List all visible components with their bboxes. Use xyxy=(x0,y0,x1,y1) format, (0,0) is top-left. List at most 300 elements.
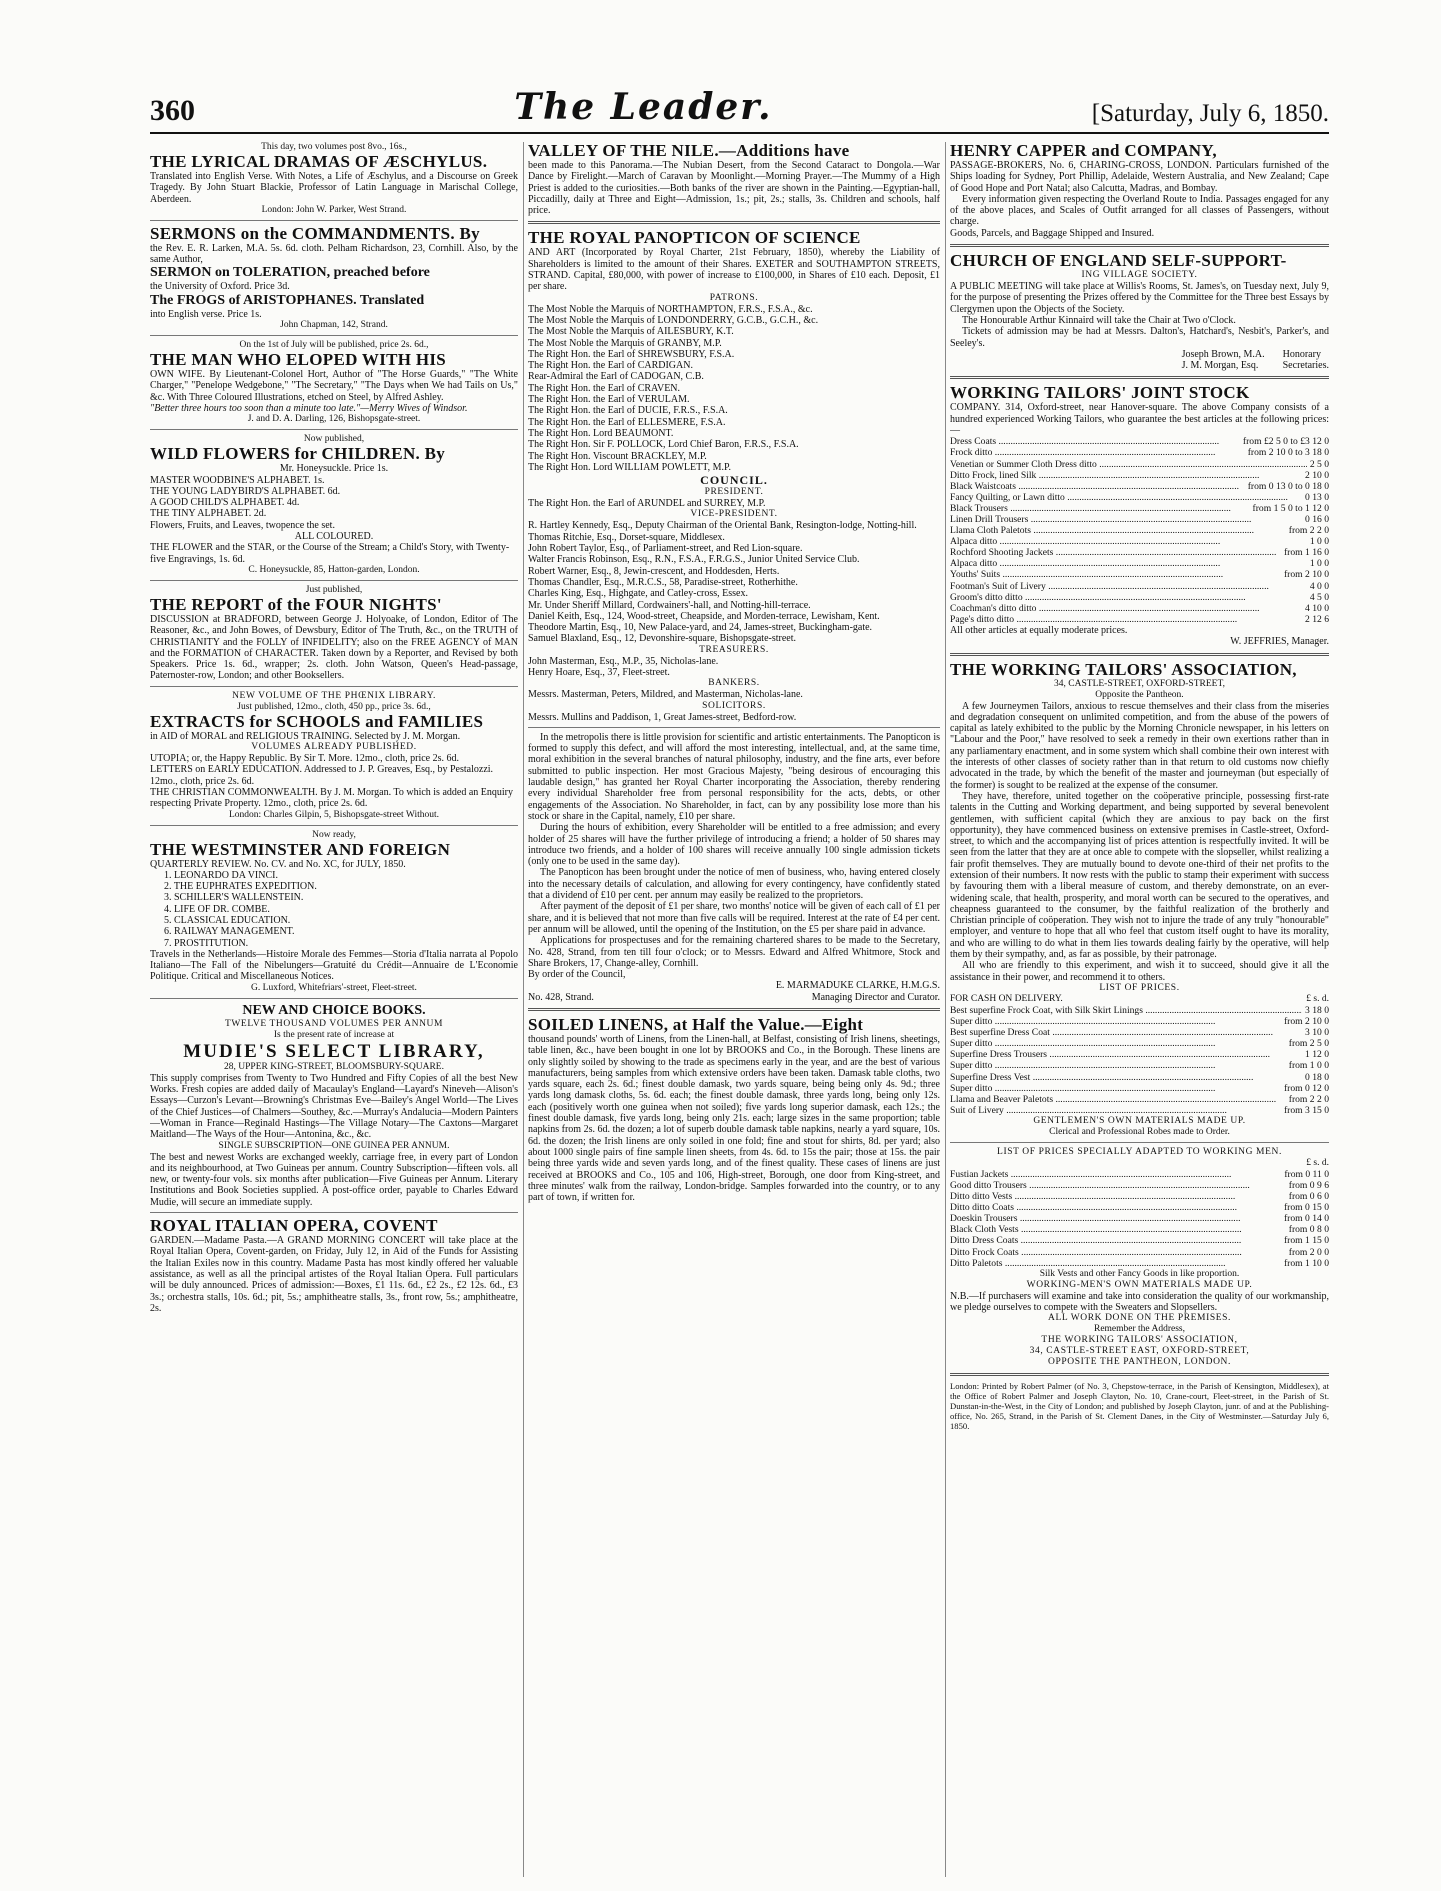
ad-title: NEW AND CHOICE BOOKS. xyxy=(242,1002,426,1018)
price-item: Ditto Frock, lined Silk ..... xyxy=(950,470,1302,481)
ad-title: THE LYRICAL DRAMAS OF ÆSCHYLUS. xyxy=(150,152,488,171)
price-value: 0 16 0 xyxy=(1305,514,1329,525)
price-item: Superfine Dress Vest ..... xyxy=(950,1072,1302,1083)
ad-body: into English verse. Price 1s. xyxy=(150,308,262,320)
ad-body: QUARTERLY REVIEW. No. CV. and No. XC, for JULY, 1850. xyxy=(150,858,406,870)
ad-foot: London: John W. Parker, West Strand. xyxy=(261,204,407,215)
list-item: The Right Hon. the Earl of ELLESMERE, F.S.A. xyxy=(528,416,726,428)
price-value: from 2 10 0 to 3 18 0 xyxy=(1247,447,1329,459)
price-item: Page's ditto ditto ..... xyxy=(950,614,1302,625)
ad-pre: Now published, xyxy=(303,434,365,445)
price-row xyxy=(950,1180,1329,1191)
list-item: 6. RAILWAY MANAGEMENT. xyxy=(164,926,295,938)
section-label: VICE-PRESIDENT. xyxy=(690,509,778,520)
list-item: 4. LIFE OF DR. COMBE. xyxy=(164,903,270,915)
address-line: OPPOSITE THE PANTHEON, LONDON. xyxy=(1048,1357,1231,1368)
ad-body: GARDEN.—Madame Pasta.—A GRAND MORNING CONCERT will take place at the Royal Italian Opera, Covent-garden, on Friday, July 12, in Aid of the Funds for Assisting the Italian Exiles now in this country. Madame Pasta has most kindly offered her valuable assistance, as well as all the principal artistes of the Royal Italian Opera. Full particulars will be duly announced. Prices of admission:—Boxes, £1 11s. 6d., £2 2s., £2 12s. 6d., £3 3s.; orchestra stalls, 10s. 6d.; pit, 5s.; amphitheatre stalls, 3s., front row, 5s.; amphitheatre, 2s. xyxy=(150,1235,518,1314)
signature-role: Secretaries. xyxy=(1282,360,1329,372)
price-item: Venetian or Summer Cloth Dress ditto ..... xyxy=(950,459,1307,470)
signature-footer xyxy=(528,992,940,1003)
list-item: Rear-Admiral the Earl of CADOGAN, C.B. xyxy=(528,371,704,383)
ad-title: WORKING TAILORS' JOINT STOCK xyxy=(950,383,1250,403)
list-item: Thomas Chandler, Esq., M.R.C.S., 58, Paradise-street, Rotherhithe. xyxy=(528,576,798,588)
ad-title: THE WORKING TAILORS' ASSOCIATION, xyxy=(950,659,1297,679)
price-item: Alpaca ditto ..... xyxy=(950,536,1307,547)
separator xyxy=(150,686,518,687)
price-list xyxy=(950,436,1329,625)
price-item: Black Waistcoats ..... xyxy=(950,481,1245,492)
price-item: Footman's Suit of Livery ..... xyxy=(950,581,1307,592)
price-row xyxy=(950,592,1329,603)
price-value: from 0 6 0 xyxy=(1288,1191,1329,1203)
ad-pre: NEW VOLUME OF THE PHŒNIX LIBRARY. xyxy=(232,690,436,701)
ad-pre: Is the present rate of increase at xyxy=(273,1029,395,1040)
treasurer: John Masterman, Esq., M.P., 35, Nicholas-lane. xyxy=(528,655,719,667)
section-label: WORKING-MEN'S OWN MATERIALS MADE UP. xyxy=(1026,1279,1253,1290)
ad-quote: "Better three hours too soon than a minute too late."—Merry Wives of Windsor. xyxy=(150,402,468,414)
ad-subtitle: 28, UPPER KING-STREET, BLOOMSBURY-SQUARE. xyxy=(224,1061,444,1072)
price-item: Ditto Dress Coats ..... xyxy=(950,1235,1281,1246)
list-item: 2. THE EUPHRATES EXPEDITION. xyxy=(164,881,317,893)
paragraph: The Panopticon has been brought under the notice of men of business, who, having entered closely into the necessary details of calculation, and allowing for every contingency, have confidently stated that a dividend of £10 per cent. per annum may easily be realized to the proprietors. xyxy=(528,867,940,902)
list-item: Thomas Ritchie, Esq., Dorset-square, Middlesex. xyxy=(528,531,725,543)
price-value: 2 5 0 xyxy=(1309,458,1329,470)
price-row xyxy=(950,1060,1329,1071)
section-label: PATRONS. xyxy=(709,292,759,303)
separator xyxy=(150,335,518,336)
list-item: The Most Noble the Marquis of AILESBURY, K.T. xyxy=(528,326,734,338)
section-label: BANKERS. xyxy=(708,678,760,689)
price-value: from £2 5 0 to £3 12 0 xyxy=(1242,436,1329,448)
price-value: from 1 0 0 xyxy=(1288,1060,1329,1072)
price-value: from 1 15 0 xyxy=(1283,1235,1329,1247)
price-row xyxy=(950,481,1329,492)
price-item: Good ditto Trousers ..... xyxy=(950,1180,1286,1191)
ad-title: THE ROYAL PANOPTICON OF SCIENCE xyxy=(528,228,861,248)
ad-pre: Just published, xyxy=(305,584,363,595)
price-value: 4 5 0 xyxy=(1309,591,1329,603)
separator xyxy=(950,1373,1329,1376)
ad-body: PASSAGE-BROKERS, No. 6, CHARING-CROSS, LONDON. Particulars furnished of the Ships loading for Sydney, Port Phillip, Adelaide, Western Australia, and New Zealand; Cape of Good Hope and Port Natal; also Calcutta, Madras, and Bombay. xyxy=(950,160,1329,194)
ad-body: The best and newest Works are exchanged weekly, carriage free, in every part of London and its neighbourhood, at Two Guineas per annum. Country Subscription—fifteen vols. all new, or twenty-four vols. six months after publication—Five Guineas per Annum. Literary Institutions and Book Societies supplied. A post-office order, payable to Charles Edward Mudie, will secure an immediate supply. xyxy=(150,1151,518,1208)
list-item: The Right Hon. Viscount BRACKLEY, M.P. xyxy=(528,450,707,462)
section-label: GENTLEMEN'S OWN MATERIALS MADE UP. xyxy=(1033,1115,1246,1126)
price-item: Llama Cloth Paletots ..... xyxy=(950,525,1286,536)
separator xyxy=(950,1142,1329,1143)
list-item: The Most Noble the Marquis of GRANBY, M.P. xyxy=(528,337,722,349)
price-row xyxy=(950,1191,1329,1202)
paragraph: A few Journeymen Tailors, anxious to rescue themselves and their class from the miseries and degradation consequent on unlimited competition, and from the abuse of the powers of capital as lately exhibited to the public by the Morning Chronicle newspaper, in his letters on "Labour and the Poor," have resolved to seek a remedy in their own exertions rather than in any parliamentary enactment, and in some system which shall combine their own interest with the interests of other classes of society rather than in that return to old customs now chiefly advocated in the trade, by which the benefit of the master and journeyman (but especially of the former) is sought to be realized at the expense of the consumer. xyxy=(950,700,1329,791)
price-value: from 3 15 0 xyxy=(1283,1104,1329,1116)
price-item: Linen Drill Trousers ..... xyxy=(950,514,1302,525)
price-row xyxy=(950,1027,1329,1038)
price-value: from 0 12 0 xyxy=(1283,1082,1329,1094)
list-item: The Right Hon. Sir F. POLLOCK, Lord Chief Baron, F.R.S., F.S.A. xyxy=(528,439,799,451)
price-item: Black Trousers ..... xyxy=(950,503,1250,514)
ad-extracts xyxy=(150,691,518,821)
ad-sermons xyxy=(150,225,518,331)
currency-columns: £ s. d. xyxy=(1306,993,1329,1004)
section-label: FOR CASH ON DELIVERY. xyxy=(950,993,1063,1004)
price-row xyxy=(950,1072,1329,1083)
ad-italian-opera xyxy=(150,1217,518,1314)
price-value: from 2 0 0 xyxy=(1288,1246,1329,1258)
list-item: Theodore Martin, Esq., 10, New Palace-yard, and 24, James-street, Buckingham-gate. xyxy=(528,622,873,634)
list-item: The Right Hon. the Earl of DUCIE, F.R.S., F.S.A. xyxy=(528,405,728,417)
masthead-title: The Leader. xyxy=(514,86,773,128)
price-row xyxy=(950,1049,1329,1060)
price-item: Fancy Quilting, or Lawn ditto ..... xyxy=(950,492,1302,503)
price-row xyxy=(950,436,1329,447)
list-item: THE TINY ALPHABET. 2d. xyxy=(150,508,267,520)
price-list xyxy=(950,1169,1329,1269)
ad-subtitle: Clerical and Professional Robes made to Order. xyxy=(1049,1126,1230,1137)
list-item: MASTER WOODBINE'S ALPHABET. 1s. xyxy=(150,474,325,486)
price-row xyxy=(950,1247,1329,1258)
price-value: 1 0 0 xyxy=(1309,536,1329,548)
issue-date: [Saturday, July 6, 1850. xyxy=(1091,100,1329,127)
council-list xyxy=(528,520,940,644)
price-value: 1 12 0 xyxy=(1305,1049,1329,1061)
price-row xyxy=(950,1105,1329,1116)
ad-title: CHURCH OF ENGLAND SELF-SUPPORT- xyxy=(950,251,1287,271)
list-item: 7. PROSTITUTION. xyxy=(164,937,249,949)
ad-foot: G. Luxford, Whitefriars'-street, Fleet-street. xyxy=(251,982,417,993)
ad-man-who-eloped xyxy=(150,340,518,425)
price-list-header xyxy=(950,994,1329,1005)
list-item: John Robert Taylor, Esq., of Parliament-street, and Red Lion-square. xyxy=(528,543,803,555)
price-row xyxy=(950,1213,1329,1224)
list-item: Charles King, Esq., Highgate, and Catley-cross, Essex. xyxy=(528,588,748,600)
ad-body: the University of Oxford. Price 3d. xyxy=(150,281,290,293)
section-label: SOLICITORS. xyxy=(702,700,766,711)
price-row xyxy=(950,614,1329,625)
list-item: The Most Noble the Marquis of NORTHAMPTON, F.R.S., F.S.A., &c. xyxy=(528,303,813,315)
ad-subtitle: Silk Vests and other Fancy Goods in like proportion. xyxy=(1039,1268,1240,1279)
signature-address: No. 428, Strand. xyxy=(528,991,594,1003)
ad-church-of-england xyxy=(950,252,1329,371)
price-value: from 2 10 0 xyxy=(1283,1016,1329,1028)
paragraph: Applications for prospectuses and for the remaining chartered shares to be made to the Secretary, No. 428, Strand, from ten till four o'clock; or to Messrs. Edward and Alfred Whitmore, Stock and Share Brokers, 17, Change-alley, Cornhill. xyxy=(528,935,940,969)
ad-body: OWN WIFE. By Lieutenant-Colonel Hort, Author of "The Horse Guards," "The White Charger," "Penelope Wedgebone," "The Secretary," "The Days when We had Tails on Us," &c. With Three Coloured Illustrations, etched on Steel, by Alfred Ashley. xyxy=(150,369,518,403)
section-label: TREASURERS. xyxy=(699,644,769,655)
list-item: The Right Hon. the Earl of CARDIGAN. xyxy=(528,360,693,372)
separator xyxy=(950,376,1329,379)
list-item: LETTERS on EARLY EDUCATION. Addressed to J. P. Greaves, Esq., by Pestalozzi. 12mo., cloth, price 2s. 6d. xyxy=(150,764,494,787)
column-left xyxy=(150,142,518,1877)
price-item: Frock ditto ..... xyxy=(950,447,1245,458)
price-row xyxy=(950,603,1329,614)
paragraph: N.B.—If purchasers will examine and take into consideration the quality of our workmanship, we pledge ourselves to compete with the Sweaters and Slopsellers. xyxy=(950,1290,1329,1314)
president-name: The Right Hon. the Earl of ARUNDEL and SURREY, M.P. xyxy=(528,498,766,510)
header-rule xyxy=(150,132,1329,134)
separator xyxy=(150,220,518,221)
separator xyxy=(950,653,1329,656)
ad-foot: C. Honeysuckle, 85, Hatton-garden, London. xyxy=(248,564,420,575)
signature-role: Managing Director and Curator. xyxy=(811,991,940,1003)
ad-joint-stock xyxy=(950,384,1329,647)
price-item: Doeskin Trousers ..... xyxy=(950,1213,1281,1224)
ad-body: The Honourable Arthur Kinnaird will take the Chair at Two o'Clock. xyxy=(962,314,1236,326)
separator xyxy=(150,825,518,826)
ad-body: in AID of MORAL and RELIGIOUS TRAINING. Selected by J. M. Morgan. xyxy=(150,730,461,742)
ad-henry-capper xyxy=(950,142,1329,239)
ad-wild-flowers xyxy=(150,434,518,576)
ad-title: SOILED LINENS, at Half the Value.—Eight xyxy=(528,1015,864,1034)
address-line: 34, CASTLE-STREET EAST, OXFORD-STREET, xyxy=(1029,1346,1250,1357)
ad-foot: London: Charles Gilpin, 5, Bishopsgate-street Without. xyxy=(228,809,439,820)
price-value: 4 10 0 xyxy=(1305,602,1329,614)
ad-royal-panopticon xyxy=(528,229,940,1003)
ad-subtitle: Opposite the Pantheon. xyxy=(1095,689,1184,700)
paragraph: They have, therefore, united together on the coöperative principle, possessing first-rate talents in the Cutting and Working department, and being supported by several benevolent gentlemen, with sufficient capital (which they are anxious to pay back on the first opportunity), they have commenced business on extensive premises in Castle-street, Oxford-street, to which and the accompanying list of prices attention is respectfully invited. It will be seen from the latter that they are at once able to compete with the slopseller, whilst realizing a fair profit themselves. They are mutually bound to devote one-third of their net profits to the extension of their numbers. It now rests with the public to stamp their experiment with success by favouring them with a liberal measure of custom, and thereby demonstrate, on an ever-widening scale, that health, prosperity, and moral worth can be secured to the operatives, and cheapness guaranteed to the consumer, by the faithful realization of the brotherly and Christian principle of coöperation. They wish not to injure the trade of any truly "honourable" employer, and venture to hope that all who feel that custom itself ought to have its morality, and who are willing to do what in them lies towards dealing fairly by the operative, will help them by their sympathy, and, as far as possible, by their patronage. xyxy=(950,790,1329,961)
price-value: from 0 13 0 to 0 18 0 xyxy=(1247,480,1329,492)
ad-list xyxy=(150,870,518,949)
address-line: THE WORKING TAILORS' ASSOCIATION, xyxy=(1041,1335,1238,1346)
ad-subtitle: SERMON on TOLERATION, preached before xyxy=(150,265,430,281)
price-row xyxy=(950,1005,1329,1016)
price-row xyxy=(950,1202,1329,1213)
price-row xyxy=(950,547,1329,558)
ad-pre: On the 1st of July will be published, price 2s. 6d., xyxy=(239,340,429,351)
ad-subtitle: Remember the Address, xyxy=(1093,1324,1186,1335)
price-item: Llama and Beaver Paletots ..... xyxy=(950,1094,1286,1105)
price-item: Ditto Paletots ..... xyxy=(950,1258,1281,1269)
paragraph: In the metropolis there is little provision for scientific and artistic entertainments. The Panopticon is formed to supply this defect, and will afford the most interesting, intellectual, and, at the same time, moral exhibition in the several branches of natural philosophy, industry, and the fine arts, ever before submitted to public inspection. Her most Gracious Majesty, "being desirous of encouraging this laudable design," has granted her Royal Charter incorporating the Association, thereby rendering every individual Shareholder free from personal responsibility for the acts, debts, or other engagements of the Association. No Shareholder, in fact, can by any possibility lose more than his stock or share in the Capital, namely, £10 per share. xyxy=(528,731,940,822)
price-item: Alpaca ditto ..... xyxy=(950,558,1307,569)
signature-name: Joseph Brown, M.A. xyxy=(1181,348,1265,360)
column-divider xyxy=(945,142,946,1877)
price-row xyxy=(950,1235,1329,1246)
ad-valley-of-nile xyxy=(528,142,940,216)
ad-foot: J. and D. A. Darling, 126, Bishopsgate-street. xyxy=(247,414,421,425)
price-value: from 2 10 0 xyxy=(1283,569,1329,581)
ad-westminster-review xyxy=(150,830,518,994)
list-item: The Right Hon. the Earl of VERULAM. xyxy=(528,394,690,406)
ad-body: Tickets of admission may be had at Messrs. Dalton's, Hatchard's, Nesbit's, Parker's, and Seeley's. xyxy=(950,326,1329,349)
column-divider xyxy=(523,142,524,1877)
signature-name: E. MARMADUKE CLARKE, H.M.G.S. xyxy=(775,980,940,992)
list-item: The Right Hon. Lord WILLIAM POWLETT, M.P. xyxy=(528,461,731,473)
price-row xyxy=(950,1038,1329,1049)
list-item: THE YOUNG LADYBIRD'S ALPHABET. 6d. xyxy=(150,485,341,497)
ad-body: DISCUSSION at BRADFORD, between George J. Holyoake, of London, Editor of The Reasoner, &c., and John Bowes, of Dewsbury, Editor of The Truth, &c., on the TRUTH of CHRISTIANITY and the FOLLY of INFIDELITY; also on the FREE AGENCY of MAN and the FORMATION of CHARACTER. Taken down by a Reporter, and Revised by both Speakers. Price 1s. 6d., wrapper; 2s. cloth. John Watson, Queen's Head-passage, Paternoster-row, London; and other Booksellers. xyxy=(150,613,518,682)
ad-title: SERMONS on the COMMANDMENTS. By xyxy=(150,223,480,243)
ad-foot: Goods, Parcels, and Baggage Shipped and Insured. xyxy=(950,227,1155,239)
patrons-list xyxy=(528,304,940,473)
column-right xyxy=(950,142,1329,1877)
paragraph: During the hours of exhibition, every Shareholder will be entitled to a free admission; and every holder of 25 shares will have the further privilege of introducing a friend; a holder of 50 shares may introduce two friends, and a holder of 100 shares will receive annually 100 single admission tickets (only one to be used in the same day). xyxy=(528,822,940,868)
list-item: Mr. Under Sheriff Millard, Cordwainers'-hall, and Notting-hill-terrace. xyxy=(528,599,811,611)
price-item: Ditto ditto Vests ..... xyxy=(950,1191,1286,1202)
ad-body: the Rev. E. R. Larken, M.A. 5s. 6d. cloth. Pelham Richardson, 23, Cornhill. Also, by the same Author, xyxy=(150,242,518,266)
price-value: from 0 9 6 xyxy=(1288,1179,1329,1191)
signature-role: Honorary xyxy=(1282,348,1321,360)
price-row xyxy=(950,514,1329,525)
ad-body: Translated into English Verse. With Notes, a Life of Æschylus, and a Discourse on Greek Tragedy. By John Stuart Blackie, Professor of Latin Language in Marischal College, Aberdeen. xyxy=(150,171,518,205)
list-item: Flowers, Fruits, and Leaves, twopence the set. xyxy=(150,519,335,531)
ad-subtitle: SINGLE SUBSCRIPTION—ONE GUINEA PER ANNUM. xyxy=(218,1140,450,1151)
ad-title: ROYAL ITALIAN OPERA, COVENT xyxy=(150,1216,438,1236)
ad-aeschylus xyxy=(150,142,518,216)
ad-title: HENRY CAPPER and COMPANY, xyxy=(950,142,1217,160)
list-item: Daniel Keith, Esq., 124, Wood-street, Cheapside, and Morden-terrace, Lewisham, Kent. xyxy=(528,610,880,622)
price-row xyxy=(950,1094,1329,1105)
price-value: from 0 8 0 xyxy=(1288,1224,1329,1236)
price-row xyxy=(950,525,1329,536)
list-item: ALL COLOURED. xyxy=(294,531,374,543)
paragraph: After payment of the deposit of £1 per share, two months' notice will be given of each call of £1 per share, and it is believed that not more than five calls will be required. Interest at the rate of £4 per cent. per annum will be allowed, until the opening of the Institution, on the £5 per share paid in advance. xyxy=(528,901,940,935)
price-row xyxy=(950,1224,1329,1235)
price-value: 2 12 6 xyxy=(1305,613,1329,625)
price-value: from 0 11 0 xyxy=(1284,1168,1329,1180)
price-item: Best superfine Frock Coat, with Silk Skirt Linings ..... xyxy=(950,1005,1302,1016)
list-item: 1. LEONARDO DA VINCI. xyxy=(164,869,278,881)
separator xyxy=(150,1212,518,1213)
list-item: The Right Hon. the Earl of CRAVEN. xyxy=(528,382,681,394)
price-value: 3 10 0 xyxy=(1305,1027,1329,1039)
price-value: 1 0 0 xyxy=(1309,558,1329,570)
page-number: 360 xyxy=(150,94,195,127)
price-item: Suit of Livery ..... xyxy=(950,1105,1281,1116)
price-row xyxy=(950,492,1329,503)
ad-body: A PUBLIC MEETING will take place at Willis's Rooms, St. James's, on Tuesday next, July 9, for the purpose of presenting the Prizes offered by the Committee for the Three best Essays by Clergymen upon the Objects of the Society. xyxy=(950,281,1329,315)
price-row xyxy=(950,459,1329,470)
signature-name: W. JEFFRIES, Manager. xyxy=(1230,636,1329,648)
price-note: All other articles at equally moderate prices. xyxy=(950,624,1128,636)
ad-body: thousand pounds' worth of Linens, from the Linen-hall, at Belfast, consisting of Irish linens, sheetings, table linen, &c., have been bought in one lot by BROOKS and Co., in the Borough. These linens are only slightly soiled by showing to the trade as specimens early in the year, and are the best of various manufacturers, being samples from which extensive orders have been taken. Damask table cloths, two yards square, each 2s. 6d.; finest double damask, two yards square, being being only 4s. 9d.; three yards long damask cloths, 5s. 6d. each; the finest double damask, three yards long, being only 12s. each (positively worth one guinea when not soiled); five yards long superior damask, each 12s.; the finest double damask, five yards long, being only 21s. each; large sizes in the same proportion; table napkins from 2s. 6d. the dozen; a lot of superb double damask table napkins, nearly a yard square, 10s. 6d. the dozen; the Irish linens are only soiled in one fold; fine and stout for shirts, 8d. per yard; also about 1000 single pairs of fine sample linen sheets, from 4s. 6d. to 15s the pair; those at 15s. the pair being three yards wide and seven yards long, and of the finest quality. These cases of linens are just received at BROOKS and Co., 105 and 106, High-street, Borough, one door from King-street, and three minutes' walk from the railway, London-bridge. Samples forwarded into the country, or to any part of town, if written for. xyxy=(528,1034,940,1204)
ad-body: been made to this Panorama.—The Nubian Desert, from the Second Cataract to Dongola.—War Dance by Firelight.—March of Caravan by Moonlight.—Morning Prayer.—The Mummy of a High Priest is added to the curiosities.—Both banks of the river are shown in the Painting.—Egyptian-hall, Piccadilly, daily at Three and Eight—Admission, 1s.; pit, 2s.; stalls, 3s. Children and schools, half price. xyxy=(528,160,940,217)
list-item: THE CHRISTIAN COMMONWEALTH. By J. M. Morgan. To which is added an Enquiry respecting Private Property. 12mo., cloth, price 2s. 6d. xyxy=(150,786,513,810)
solicitors: Messrs. Mullins and Paddison, 1, Great James-street, Bedford-row. xyxy=(528,711,797,723)
section-label: COUNCIL. xyxy=(700,473,768,488)
ad-mudies-library xyxy=(150,1003,518,1208)
list-item: Robert Warner, Esq., 8, Jewin-crescent, and Hoddesden, Herts. xyxy=(528,565,780,577)
list-item: R. Hartley Kennedy, Esq., Deputy Chairman of the Oriental Bank, Resington-lodge, Notting-hill. xyxy=(528,520,917,532)
paragraph: All who are friendly to this experiment, and wish it to succeed, should give it all the assistance in their power, and recommend it to others. xyxy=(950,960,1329,983)
price-item: Groom's ditto ditto ..... xyxy=(950,592,1307,603)
price-item: Super ditto ..... xyxy=(950,1083,1281,1094)
section-label: LIST OF PRICES. xyxy=(1099,982,1180,993)
ad-subtitle: MUDIE'S SELECT LIBRARY, xyxy=(183,1040,485,1062)
price-value: from 0 14 0 xyxy=(1283,1213,1329,1225)
price-item: Dress Coats ..... xyxy=(950,436,1240,447)
separator xyxy=(950,244,1329,247)
ad-body: This supply comprises from Twenty to Two Hundred and Fifty Copies of all the best New Works. Fresh copies are added daily of Macaulay's England—Layard's Nineveh—Alison's Essays—Curzon's Levant—Browning's Christmas Eve—Bailey's Angel World—The Lives of the Chief Justices—of Chalmers—Southey, &c.—Murray's Andalucia—Modern Painters—Woman in France—Reginald Hastings—The Village Notary—The Caxtons—Margaret Maitland—The Ways of the Hour—Antonina, &c., &c. xyxy=(150,1072,518,1141)
price-value: from 2 5 0 xyxy=(1288,1038,1329,1050)
list-item: The Right Hon. the Earl of SHREWSBURY, F.S.A. xyxy=(528,348,735,360)
list-item: UTOPIA; or, the Happy Republic. By Sir T. More. 12mo., cloth, price 2s. 6d. xyxy=(150,753,460,765)
separator xyxy=(528,1008,940,1011)
price-list xyxy=(950,1005,1329,1116)
price-value: from 1 10 0 xyxy=(1283,1257,1329,1269)
ad-working-tailors-association xyxy=(950,661,1329,1369)
price-value: from 1 16 0 xyxy=(1283,547,1329,559)
list-item: THE FLOWER and the STAR, or the Course of the Stream; a Child's Story, with Twenty-five Engravings, 1s. 6d. xyxy=(150,542,510,565)
price-item: Fustian Jackets ..... xyxy=(950,1169,1281,1180)
price-row xyxy=(950,503,1329,514)
separator xyxy=(150,580,518,581)
price-value: from 2 2 0 xyxy=(1288,525,1329,537)
price-item: Super ditto ..... xyxy=(950,1060,1286,1071)
price-value: 4 0 0 xyxy=(1309,580,1329,592)
ad-foot: John Chapman, 142, Strand. xyxy=(280,320,388,331)
separator xyxy=(150,429,518,430)
price-row xyxy=(950,569,1329,580)
page-header xyxy=(150,88,1329,128)
separator xyxy=(150,998,518,999)
ad-pre: TWELVE THOUSAND VOLUMES PER ANNUM xyxy=(224,1018,444,1029)
price-row xyxy=(950,470,1329,481)
ad-subtitle: The FROGS of ARISTOPHANES. Translated xyxy=(150,292,425,308)
ad-pre: Now ready, xyxy=(312,829,356,840)
ad-soiled-linens xyxy=(528,1016,940,1203)
price-item: Black Cloth Vests ..... xyxy=(950,1224,1286,1235)
list-item: The Right Hon. Lord BEAUMONT. xyxy=(528,427,674,439)
price-value: 2 10 0 xyxy=(1305,469,1329,481)
ad-title: EXTRACTS for SCHOOLS and FAMILIES xyxy=(150,711,484,731)
price-row xyxy=(950,558,1329,569)
price-value: 0 18 0 xyxy=(1305,1071,1329,1083)
price-item: Super ditto ..... xyxy=(950,1016,1281,1027)
bankers: Messrs. Masterman, Peters, Mildred, and Masterman, Nicholas-lane. xyxy=(528,689,803,701)
ad-body: Travels in the Netherlands—Histoire Morale des Femmes—Storia d'Italia narrata al Popolo Italiano—The Fall of the Nibelungers—Gratuité du Crédit—Annuaire de L'Economie Politique. Critical and Miscellaneous Notices. xyxy=(150,948,518,983)
price-value: from 1 5 0 to 1 12 0 xyxy=(1252,502,1329,514)
price-value: 3 18 0 xyxy=(1305,1004,1329,1016)
signature-line: By order of the Council, xyxy=(528,969,626,981)
price-item: Ditto ditto Coats ..... xyxy=(950,1202,1281,1213)
ad-title: THE REPORT of the FOUR NIGHTS' xyxy=(150,594,442,614)
ad-title: THE MAN WHO ELOPED WITH HIS xyxy=(150,350,447,370)
price-value: from 0 15 0 xyxy=(1283,1202,1329,1214)
list-item: 5. CLASSICAL EDUCATION. xyxy=(164,914,291,926)
list-item: A GOOD CHILD'S ALPHABET. 4d. xyxy=(150,497,300,509)
ad-pre: Just published, 12mo., cloth, 450 pp., price 3s. 6d., xyxy=(237,701,431,712)
price-row xyxy=(950,447,1329,458)
price-item: Super ditto ..... xyxy=(950,1038,1286,1049)
separator xyxy=(528,727,940,728)
price-row xyxy=(950,1083,1329,1094)
ad-title: THE WESTMINSTER AND FOREIGN xyxy=(150,839,451,859)
section-label: ALL WORK DONE ON THE PREMISES. xyxy=(1047,1313,1232,1324)
ad-pre: This day, two volumes post 8vo., 16s., xyxy=(261,142,407,152)
price-value: 0 13 0 xyxy=(1305,491,1329,503)
ad-subtitle: ING VILLAGE SOCIETY. xyxy=(1081,270,1198,281)
section-label: PRESIDENT. xyxy=(704,487,764,498)
signatures xyxy=(950,349,1329,372)
price-row xyxy=(950,1169,1329,1180)
ad-body: Every information given respecting the Overland Route to India. Passages engaged for any of the above places, and Scales of Outfit arranged for all classes of Passengers, without charge. xyxy=(950,193,1329,228)
list-item: Walter Francis Robinson, Esq., R.N., F.S.A., F.R.G.S., Junior United Service Club. xyxy=(528,554,860,566)
separator xyxy=(528,221,940,224)
price-item: Rochford Shooting Jackets ..... xyxy=(950,547,1281,558)
price-value: from 2 2 0 xyxy=(1288,1093,1329,1105)
price-row xyxy=(950,536,1329,547)
ad-list xyxy=(150,753,518,809)
price-row xyxy=(950,1016,1329,1027)
ad-body: COMPANY. 314, Oxford-street, near Hanover-square. The above Company consists of a hundred experienced Working Tailors, who guarantee the best articles at the following prices:— xyxy=(950,402,1329,437)
list-item: The Most Noble the Marquis of LONDONDERRY, G.C.B., G.C.H., &c. xyxy=(528,314,819,326)
price-item: Ditto Frock Coats ..... xyxy=(950,1247,1286,1258)
list-item: Samuel Blaxland, Esq., 12, Devonshire-square, Bishopsgate-street. xyxy=(528,633,796,645)
price-item: Best superfine Dress Coat ..... xyxy=(950,1027,1302,1038)
ad-four-nights xyxy=(150,585,518,682)
price-row xyxy=(950,1258,1329,1269)
treasurer: Henry Hoare, Esq., 37, Fleet-street. xyxy=(528,666,670,678)
column-middle xyxy=(528,142,940,1877)
ad-subtitle: VOLUMES ALREADY PUBLISHED. xyxy=(251,742,417,753)
price-item: Coachman's ditto ditto ..... xyxy=(950,603,1302,614)
